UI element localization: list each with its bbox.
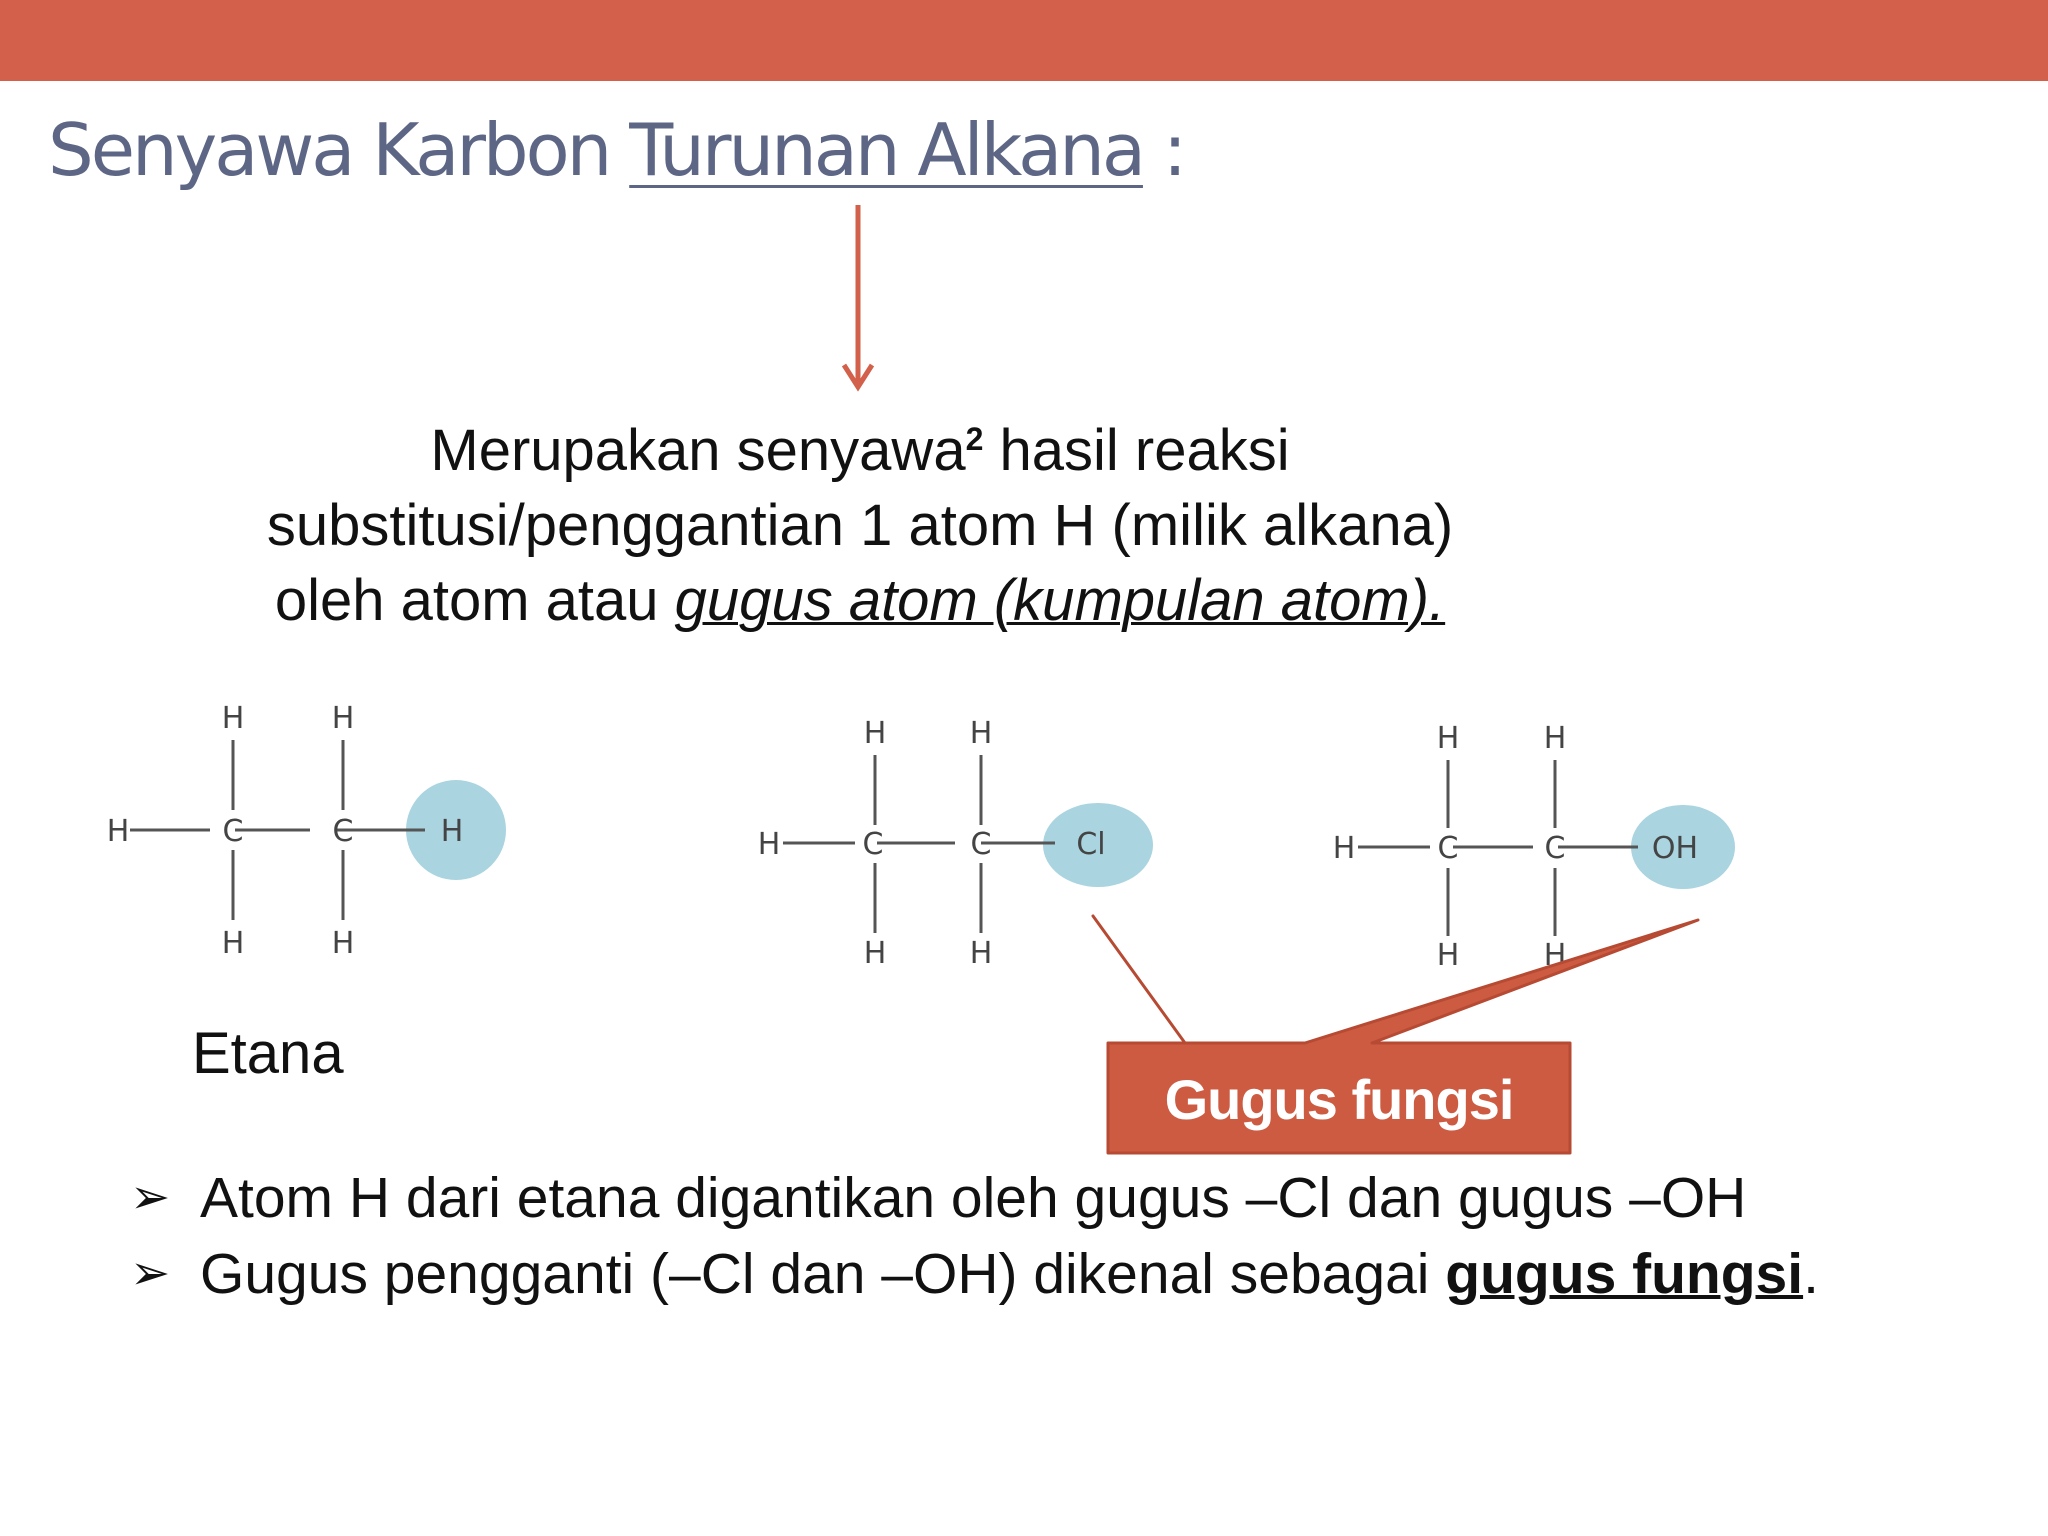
definition-emphasis: gugus atom (kumpulan atom). bbox=[674, 568, 1446, 633]
svg-text:H: H bbox=[1543, 721, 1567, 756]
svg-text:H: H bbox=[221, 926, 245, 961]
callout-label: Gugus fungsi bbox=[1164, 1067, 1514, 1131]
svg-text:C: C bbox=[1437, 831, 1459, 866]
title-text: Senyawa Karbon bbox=[48, 108, 630, 192]
title-underlined: Turunan Alkana bbox=[629, 108, 1143, 192]
list-item: ➢ Gugus pengganti (–Cl dan –OH) dikenal sebagai gugus fungsi. bbox=[120, 1236, 1970, 1312]
definition-text: Merupakan senyawa$^2$ hasil reaksi substitusi/penggantian 1 atom H (milik alkana) oleh atom atau gugus atom (kumpulan atom). bbox=[266, 418, 1454, 633]
svg-text:H: H bbox=[331, 926, 355, 961]
svg-text:C: C bbox=[1544, 831, 1566, 866]
svg-text:H: H bbox=[106, 814, 130, 849]
svg-text:H: H bbox=[440, 814, 464, 849]
svg-text:H: H bbox=[1436, 938, 1460, 973]
svg-text:H: H bbox=[863, 716, 887, 751]
svg-text:H: H bbox=[969, 716, 993, 751]
svg-text:H: H bbox=[1543, 938, 1567, 973]
svg-text:C: C bbox=[970, 827, 992, 862]
arrow-bullet-icon: ➢ bbox=[130, 1171, 171, 1224]
arrow-bullet-icon: ➢ bbox=[130, 1247, 171, 1300]
svg-text:H: H bbox=[1436, 721, 1460, 756]
svg-text:H: H bbox=[757, 827, 781, 862]
svg-text:OH: OH bbox=[1651, 831, 1699, 866]
bullet-list bbox=[120, 1160, 1970, 1312]
svg-text:H: H bbox=[331, 701, 355, 736]
svg-text:C: C bbox=[222, 814, 244, 849]
svg-text:C: C bbox=[332, 814, 354, 849]
svg-text:C: C bbox=[862, 827, 884, 862]
ethane-label: Etana bbox=[192, 1021, 344, 1086]
list-item: ➢ Atom H dari etana digantikan oleh gugus –Cl dan gugus –OH bbox=[120, 1160, 1970, 1236]
title-colon: : bbox=[1142, 108, 1185, 192]
svg-text:H: H bbox=[969, 936, 993, 971]
key-term: gugus fungsi bbox=[1445, 1242, 1804, 1306]
svg-text:H: H bbox=[1332, 831, 1356, 866]
svg-text:H: H bbox=[863, 936, 887, 971]
svg-text:Cl: Cl bbox=[1076, 827, 1106, 862]
svg-text:H: H bbox=[221, 701, 245, 736]
